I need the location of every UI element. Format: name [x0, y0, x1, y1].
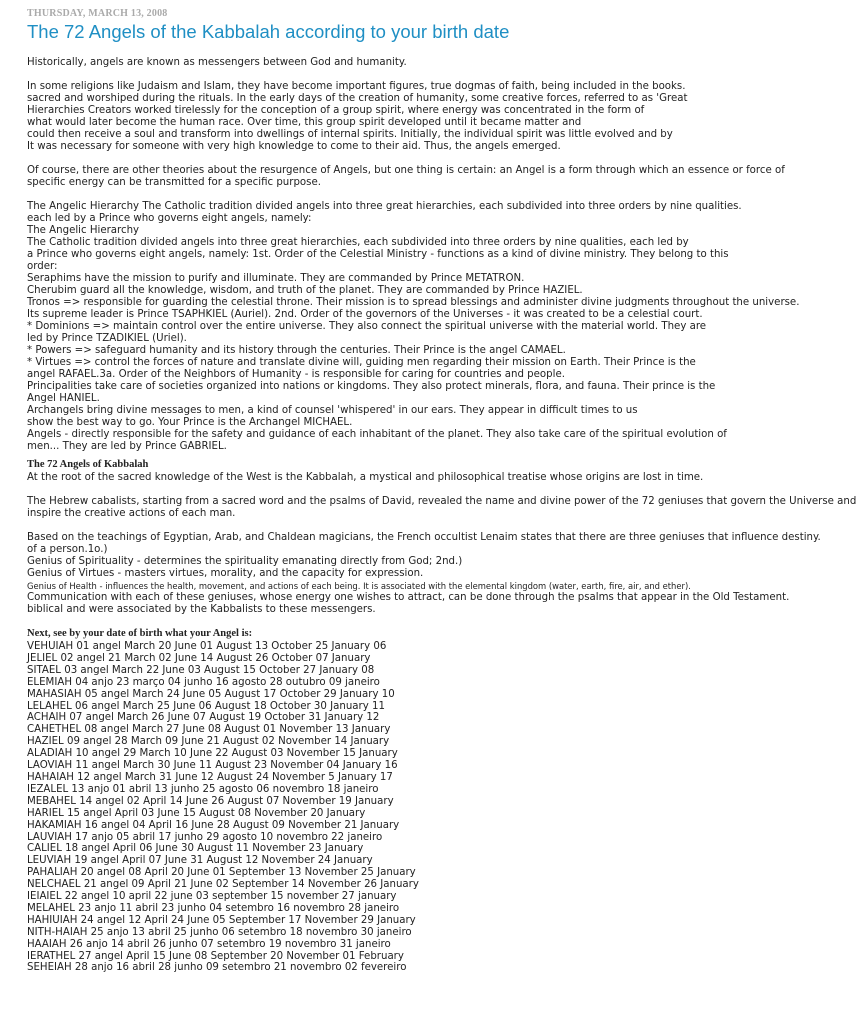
angel-entry: HARIEL 15 angel April 03 June 15 August 08 November 20 January: [27, 807, 366, 819]
text-line: In some religions like Judaism and Islam, they have become important figures, true dogmas of faith, being included in the books.: [27, 81, 686, 92]
text-line: Cherubim guard all the knowledge, wisdom, and truth of the planet. They are commanded by Prince HAZIEL.: [27, 285, 583, 296]
angel-entry: LELAHEL 06 angel March 25 June 06 August 18 October 30 January 11: [27, 700, 385, 712]
angel-entry: LAOVIAH 11 angel March 30 June 11 August 23 November 04 January 16: [27, 760, 398, 772]
text-line: Genius of Spirituality - determines the spirituality emanating directly from God; 2nd.): [27, 556, 463, 567]
text-line: * Virtues => control the forces of nature and translate divine will, guiding men regarding their mission on Earth. Their Prince is the: [27, 357, 696, 368]
angel-entry: MAHASIAH 05 angel March 24 June 05 August 17 October 29 January 10: [27, 688, 395, 700]
theories-paragraph: [27, 165, 785, 189]
text-line: Based on the teachings of Egyptian, Arab, and Chaldean magicians, the French occultist Lenaim states that there are three geniuses that influence destiny.: [27, 532, 821, 543]
text-line: The Angelic Hierarchy: [27, 225, 140, 236]
text-line: inspire the creative actions of each man.: [27, 508, 236, 519]
text-line: Genius of Virtues - masters virtues, morality, and the capacity for expression.: [27, 568, 424, 579]
text-line: Hierarchies Creators worked tirelessly for the conception of a group spirit, where energy was concentrated in the form of: [27, 105, 645, 116]
text-line: biblical and were associated by the Kabbalists to these messengers.: [27, 604, 376, 615]
hierarchy-section: [27, 201, 800, 453]
text-line: specific energy can be transmitted for a specific purpose.: [27, 177, 321, 188]
hebrew-paragraph: [27, 496, 856, 520]
angels-heading: Next, see by your date of birth what your Angel is:: [27, 628, 253, 639]
angel-entry: HAHIUIAH 24 angel 12 April 24 June 05 September 17 November 29 January: [27, 914, 416, 926]
text-line: Communication with each of these geniuses, whose energy one wishes to attract, can be done through the psalms that appear in the Old Testament.: [27, 592, 790, 603]
text-line: show the best way to go. Your Prince is the Archangel MICHAEL.: [27, 417, 353, 428]
angel-entry: IEIAIEL 22 angel 10 april 22 june 03 september 15 november 27 january: [27, 891, 397, 903]
angel-entry: NELCHAEL 21 angel 09 April 21 June 02 September 14 November 26 January: [27, 879, 419, 891]
text-line: Angels - directly responsible for the safety and guidance of each inhabitant of the planet. They also take care of the spiritual evolution of: [27, 429, 727, 440]
angel-entry: NITH-HAIAH 25 anjo 13 abril 25 junho 06 setembro 18 novembro 30 janeiro: [27, 926, 412, 938]
text-line: Seraphims have the mission to purify and illuminate. They are commanded by Prince METATRON.: [27, 273, 525, 284]
text-line: each led by a Prince who governs eight angels, namely:: [27, 213, 312, 224]
angel-entry: HAZIEL 09 angel 28 March 09 June 21 August 02 November 14 January: [27, 736, 390, 748]
angel-entry: HAKAMIAH 16 angel 04 April 16 June 28 August 09 November 21 January: [27, 819, 400, 831]
angel-entry: SEHEIAH 28 anjo 16 abril 28 junho 09 setembro 21 novembro 02 fevereiro: [27, 962, 407, 974]
post-body: [27, 57, 856, 974]
text-line: It was necessary for someone with very high knowledge to come to their aid. Thus, the angels emerged.: [27, 141, 561, 152]
intro-paragraph: Historically, angels are known as messengers between God and humanity.: [27, 57, 407, 68]
text-line: angel RAFAEL.3a. Order of the Neighbors of Humanity - is responsible for caring for countries and people.: [27, 369, 565, 380]
text-line: Of course, there are other theories about the resurgence of Angels, but one thing is certain: an Angel is a form through which an essence or force of: [27, 165, 785, 176]
angel-entry: HAAIAH 26 anjo 14 abril 26 junho 07 setembro 19 novembro 31 janeiro: [27, 938, 391, 950]
angel-entry: CAHETHEL 08 angel March 27 June 08 August 01 November 13 January: [27, 724, 391, 736]
angel-entry: ALADIAH 10 angel 29 March 10 June 22 August 03 November 15 January: [27, 748, 398, 760]
text-line: Principalities take care of societies organized into nations or kingdoms. They also protect minerals, flora, and fauna. Their prince is the: [27, 381, 716, 392]
text-line: The Catholic tradition divided angels into three great hierarchies, each subdivided into three orders by nine qualities, each led by: [27, 237, 689, 248]
angel-entry: JELIEL 02 angel 21 March 02 June 14 August 26 October 07 January: [27, 652, 371, 664]
teachings-paragraph: [27, 532, 821, 580]
text-line: The Angelic Hierarchy The Catholic tradition divided angels into three great hierarchies, each subdivided into three orders by nine qualities.: [27, 201, 742, 212]
text-line: * Powers => safeguard humanity and its history through the centuries. Their Prince is the angel CAMAEL.: [27, 345, 566, 356]
text-line: The Hebrew cabalists, starting from a sacred word and the psalms of David, revealed the name and divine power of the 72 geniuses that govern the Universe and: [27, 496, 856, 507]
text-line: Its supreme leader is Prince TSAPHKIEL (Auriel). 2nd. Order of the governors of the Universes - it was created to be a celestial court.: [27, 309, 703, 320]
text-line: order:: [27, 261, 58, 272]
text-line: Angel HANIEL.: [27, 393, 100, 404]
text-line: could then receive a soul and transform into dwellings of internal spirits. Initially, the individual spirit was little evolved and by: [27, 129, 673, 140]
text-line: Archangels bring divine messages to men, a kind of counsel 'whispered' in our ears. They appear in difficult times to us: [27, 405, 638, 416]
angel-entry: IEZALEL 13 anjo 01 abril 13 junho 25 agosto 06 novembro 18 janeiro: [27, 783, 379, 795]
religions-paragraph: [27, 81, 768, 153]
angel-entry: VEHUIAH 01 angel March 20 June 01 August 13 October 25 January 06: [27, 641, 387, 652]
text-line: sacred and worshiped during the rituals. In the early days of the creation of humanity, some creative forces, referred to as 'Great: [27, 93, 688, 104]
angel-entry: PAHALIAH 20 angel 08 April 20 June 01 September 13 November 25 January: [27, 867, 416, 879]
kabbalah-heading: The 72 Angels of Kabbalah: [27, 459, 149, 470]
post-date: THURSDAY, MARCH 13, 2008: [27, 8, 168, 19]
text-line: * Dominions => maintain control over the entire universe. They also connect the spiritual universe with the material world. They are: [27, 321, 707, 332]
angel-entry: HAHAIAH 12 angel March 31 June 12 August 24 November 5 January 17: [27, 771, 393, 783]
angel-entry: LAUVIAH 17 anjo 05 abril 17 junho 29 agosto 10 novembro 22 janeiro: [27, 831, 383, 843]
angels-list: [27, 641, 768, 974]
angel-entry: ACHAIH 07 angel March 26 June 07 August 19 October 31 January 12: [27, 712, 380, 724]
angel-entry: ELEMIAH 04 anjo 23 março 04 junho 16 agosto 28 outubro 09 janeiro: [27, 676, 380, 688]
health-genius-line: Genius of Health - influences the health, movement, and actions of each being. It is associated with the elemental kingdom (water, earth, fire, air, and ether).: [27, 581, 691, 591]
communication-paragraph: [27, 592, 790, 616]
angel-entry: CALIEL 18 angel April 06 June 30 August 11 November 23 January: [27, 843, 364, 855]
text-line: what would later become the human race. Over time, this group spirit developed until it became matter and: [27, 117, 582, 128]
text-line: men... They are led by Prince GABRIEL.: [27, 441, 227, 452]
text-line: a Prince who governs eight angels, namely: 1st. Order of the Celestial Ministry - functions as a kind of divine ministry. They belong to this: [27, 249, 729, 260]
angel-entry: IERATHEL 27 angel April 15 June 08 September 20 November 01 February: [27, 950, 404, 962]
angel-entry: MEBAHEL 14 angel 02 April 14 June 26 August 07 November 19 January: [27, 795, 394, 807]
text-line: Tronos => responsible for guarding the celestial throne. Their mission is to spread blessings and administer divine judgments throughout the universe.: [27, 297, 800, 308]
angel-entry: LEUVIAH 19 angel April 07 June 31 August 12 November 24 January: [27, 855, 373, 867]
text-line: of a person.1o.): [27, 544, 108, 555]
post-title: The 72 Angels of the Kabbalah according to your birth date: [27, 21, 510, 42]
angel-entry: MELAHEL 23 anjo 11 abril 23 junho 04 setembro 16 novembro 28 janeiro: [27, 902, 400, 914]
kabbalah-root-paragraph: At the root of the sacred knowledge of the West is the Kabbalah, a mystical and philosophical treatise whose origins are lost in time.: [27, 472, 704, 483]
text-line: led by Prince TZADIKIEL (Uriel).: [27, 333, 187, 344]
angel-entry: SITAEL 03 angel March 22 June 03 August 15 October 27 January 08: [27, 664, 375, 676]
